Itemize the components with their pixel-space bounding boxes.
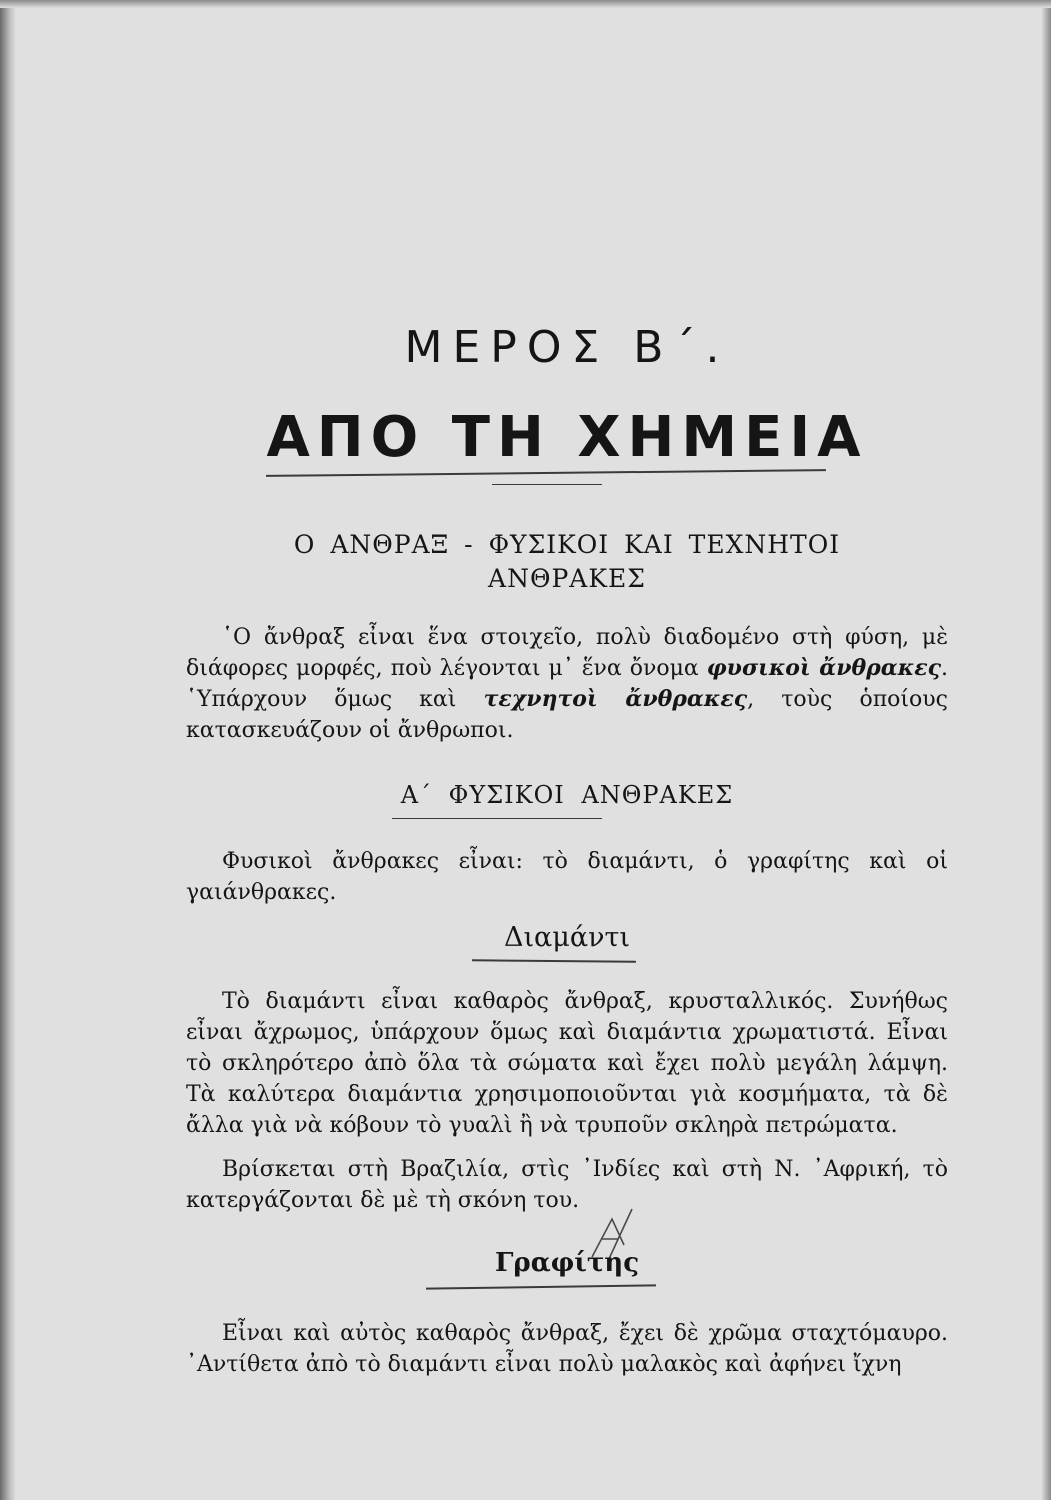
page-binding-shadow: [0, 0, 16, 1500]
section-underline: [392, 818, 602, 819]
section-heading-natural-carbons: Α΄ ΦΥΣΙΚΟΙ ΑΝΘΡΑΚΕΣ: [400, 781, 734, 809]
intro-emphasis-artificial: τεχνητοὶ ἄνθρακες: [483, 686, 748, 712]
intro-emphasis-natural: φυσικοὶ ἄνθρακες: [706, 655, 941, 681]
subheading-graphite: Γραφίτης: [494, 1248, 640, 1278]
diamond-underline: [472, 959, 636, 962]
chapter-heading-line1: Ο ΑΝΘΡΑΞ - ΦΥΣΙΚΟΙ ΚΑΙ ΤΕΧΝΗΤΟΙ: [293, 530, 841, 559]
diamond-paragraph-1: Τὸ διαμάντι εἶναι καθαρὸς ἄνθραξ, κρυσταλλικός. Συνήθως εἶναι ἄχρωμος, ὑπάρχουν ὅμως καὶ διαμάντια χρωματιστά. Εἶναι τὸ σκληρότερο ἀπὸ ὅλα τὰ σώματα καὶ ἔχει πολὺ μεγάλη λάμψη. Τὰ καλύτερα διαμάντια χρησιμοποιοῦνται γιὰ κοσμήματα, τὰ δὲ ἄλλα γιὰ νὰ κόβουν τὸ γυαλὶ ἢ νὰ τρυποῦν σκληρὰ πετρώματα.: [186, 989, 948, 1138]
intro-text-2: . ῾Υπάρχουν ὅμως καὶ: [186, 656, 948, 712]
chapter-heading: [186, 528, 948, 596]
page-right-edge: [1041, 0, 1051, 1500]
subheading-diamond: Διαμάντι: [503, 922, 631, 953]
chapter-heading-line2: ΑΝΘΡΑΚΕΣ: [488, 564, 646, 593]
page-top-edge: [0, 0, 1051, 8]
title-underline: [266, 469, 826, 477]
diamond-paragraph-2: Βρίσκεται στὴ Βραζιλία, στὶς ᾿Ινδίες καὶ στὴ Ν. ᾿Αφρική, τὸ κατεργάζονται δὲ μὲ τὴ σκόνη του.: [186, 1157, 948, 1213]
graphite-underline: [426, 1284, 656, 1289]
title-underline-short: [492, 484, 602, 485]
intro-text-3: , τοὺς ὁποίους κατασκευάζουν οἱ ἄνθρωποι.: [186, 687, 948, 743]
intro-text-1: ῾Ο ἄνθραξ εἶναι ἕνα στοιχεῖο, πολὺ διαδομένο στὴ φύση, μὲ διάφορες μορφές, ποὺ λέγονται μ᾿ ἕνα ὄνομα: [186, 625, 948, 681]
main-title: ΑΠΟ ΤΗ ΧΗΜΕΙΑ: [266, 405, 868, 470]
graphite-paragraph-1: Εἶναι καὶ αὐτὸς καθαρὸς ἄνθραξ, ἔχει δὲ χρῶμα σταχτόμαυρο. ᾿Αντίθετα ἀπὸ τὸ διαμάντι εἶναι πολὺ μαλακὸς καὶ ἀφήνει ἴχνη: [186, 1321, 948, 1377]
natural-carbons-paragraph: Φυσικοὶ ἄνθρακες εἶναι: τὸ διαμάντι, ὁ γραφίτης καὶ οἱ γαιάνθρακες.: [186, 849, 948, 905]
intro-paragraph: [186, 622, 948, 746]
part-heading: ΜΕΡΟΣ Β΄.: [404, 322, 730, 373]
